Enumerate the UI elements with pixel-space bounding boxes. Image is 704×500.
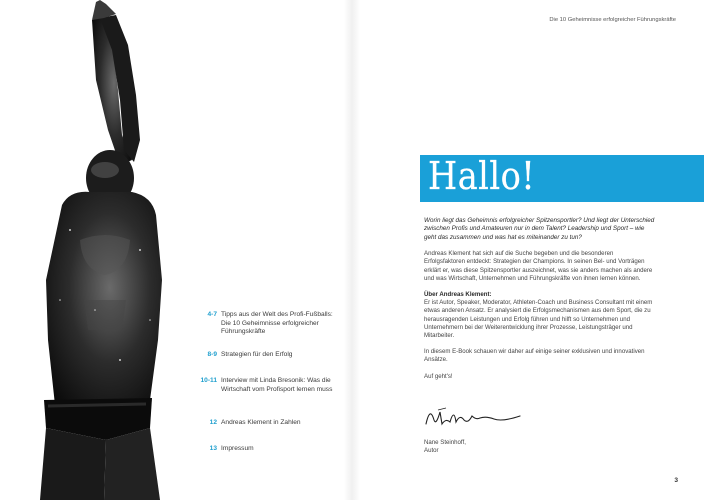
hero-band xyxy=(420,155,704,202)
right-page xyxy=(352,0,704,500)
closing-line: Auf geht's! xyxy=(424,372,453,380)
toc-item[interactable] xyxy=(197,419,347,428)
toc-title: Tipps aus der Welt des Profi-Fußballs: Die 10 Geheimnisse erfolgreicher Führungskräfte xyxy=(221,311,333,335)
toc-title: Interview mit Linda Bresonik: Was die Wirtschaft vom Profisport lernen muss xyxy=(221,377,333,393)
signature-name: Nane Steinhoff, xyxy=(424,439,466,446)
toc-item[interactable] xyxy=(197,351,347,360)
toc-page-number: 13 xyxy=(209,445,217,452)
toc-item[interactable] xyxy=(197,445,347,454)
page-number: 3 xyxy=(674,477,678,484)
signature-icon xyxy=(424,398,524,434)
body-paragraph: Er ist Autor, Speaker, Moderator, Athleten-Coach und Business Consultant mit einem etwas anderen Ansatz. Er analysiert die Erfolgsmechanismen aus dem Sport, die zu herausragenden Leistungen und Erfolg führen und hilft so Unternehmen und Unternehmern bei der Weiterentwicklung ihrer Prozesse, Leistungsträger und Mitarbeiter. xyxy=(424,299,653,340)
signature-role: Autor xyxy=(424,447,439,455)
signature-block xyxy=(424,439,466,455)
toc-page-number: 10-11 xyxy=(200,377,217,384)
toc-page-number: 12 xyxy=(209,419,217,426)
toc-title: Impressum xyxy=(221,445,254,452)
body-paragraph: Andreas Klement hat sich auf die Suche begeben und die besonderen Erfolgsfaktoren entdeckt: Strategien der Champions. In seinen Bel- und Vorträgen erklärt er, was diese Spitzensportler auszeichnet, was sie anders machen als andere und was Wirtschaft, Unternehmen und Führungskräfte von ihnen lernen können. xyxy=(424,250,653,282)
intro-paragraph: Worin liegt das Geheimnis erfolgreicher Spitzensportler? Und liegt der Unterschied zwischen Profis und Amateuren nur in dem Talent? Leadership und Sport – wie geht das zusammen und was hat es miteinander zu tun? xyxy=(424,217,655,241)
toc-title: Andreas Klement in Zahlen xyxy=(221,419,301,426)
swimmer-photo xyxy=(0,0,200,500)
toc-item[interactable] xyxy=(197,377,347,394)
about-heading: Über Andreas Klement: xyxy=(424,291,492,299)
body-text xyxy=(424,217,656,381)
toc-item[interactable] xyxy=(197,311,347,337)
hero-title: Hallo! xyxy=(428,154,536,198)
toc-title: Strategien für den Erfolg xyxy=(221,351,293,358)
toc-page-number: 8-9 xyxy=(207,351,217,358)
body-paragraph: In diesem E-Book schauen wir daher auf einige seiner exklusiven und innovativen Ansätze. xyxy=(424,348,645,364)
running-header: Die 10 Geheimnisse erfolgreicher Führungskräfte xyxy=(549,17,676,23)
toc-page-number: 4-7 xyxy=(207,311,217,318)
